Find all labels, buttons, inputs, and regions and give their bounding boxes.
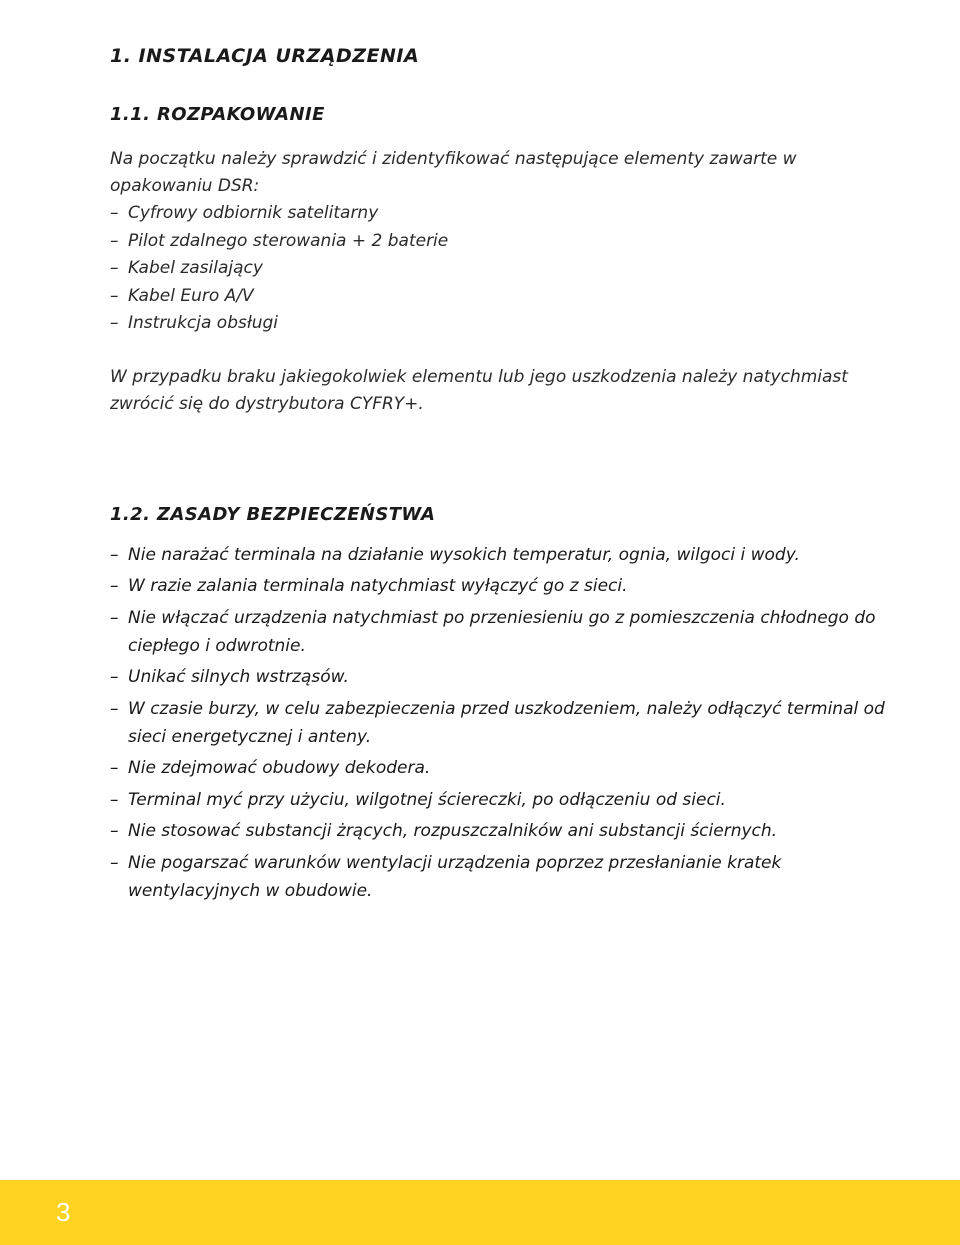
- list-item: – Unikać silnych wstrząsów.: [110, 663, 890, 691]
- list-item: – W razie zalania terminala natychmiast wyłączyć go z sieci.: [110, 572, 890, 600]
- list-item: – Instrukcja obsługi: [110, 310, 890, 338]
- list-item: – Kabel Euro A/V: [110, 283, 890, 311]
- page-content: [110, 40, 890, 908]
- footer-bar: [0, 1180, 960, 1245]
- list-item: – W czasie burzy, w celu zabezpieczenia przed uszkodzeniem, należy odłączyć terminal od sieci energetycznej i anteny.: [110, 695, 890, 751]
- safety-rules-list: [110, 541, 890, 905]
- missing-items-note: W przypadku braku jakiegokolwiek elementu lub jego uszkodzenia należy natychmiast zwrócić się do dystrybutora CYFRY+.: [110, 366, 848, 414]
- list-item: – Cyfrowy odbiornik satelitarny: [110, 200, 890, 228]
- section-title-safety: 1.2. ZASADY BEZPIECZEŃSTWA: [110, 503, 436, 525]
- section-title-unpacking: 1.1. ROZPAKOWANIE: [110, 104, 325, 125]
- list-item: – Nie zdejmować obudowy dekodera.: [110, 754, 890, 782]
- list-item: – Nie pogarszać warunków wentylacji urządzenia poprzez przesłanianie kratek wentylacyjnych w obudowie.: [110, 849, 890, 905]
- list-item: – Pilot zdalnego sterowania + 2 baterie: [110, 228, 890, 256]
- package-contents-list: [110, 200, 890, 338]
- unpacking-intro: Na początku należy sprawdzić i zidentyfikować następujące elementy zawarte w opakowaniu DSR:: [110, 149, 797, 196]
- chapter-title: 1. INSTALACJA URZĄDZENIA: [110, 45, 420, 67]
- page-number: 3: [56, 1197, 71, 1227]
- list-item: – Terminal myć przy użyciu, wilgotnej ściereczki, po odłączeniu od sieci.: [110, 786, 890, 814]
- list-item: – Nie włączać urządzenia natychmiast po przeniesieniu go z pomieszczenia chłodnego do ciepłego i odwrotnie.: [110, 604, 890, 660]
- list-item: – Kabel zasilający: [110, 255, 890, 283]
- list-item: – Nie narażać terminala na działanie wysokich temperatur, ognia, wilgoci i wody.: [110, 541, 890, 569]
- list-item: – Nie stosować substancji żrących, rozpuszczalników ani substancji ściernych.: [110, 817, 890, 845]
